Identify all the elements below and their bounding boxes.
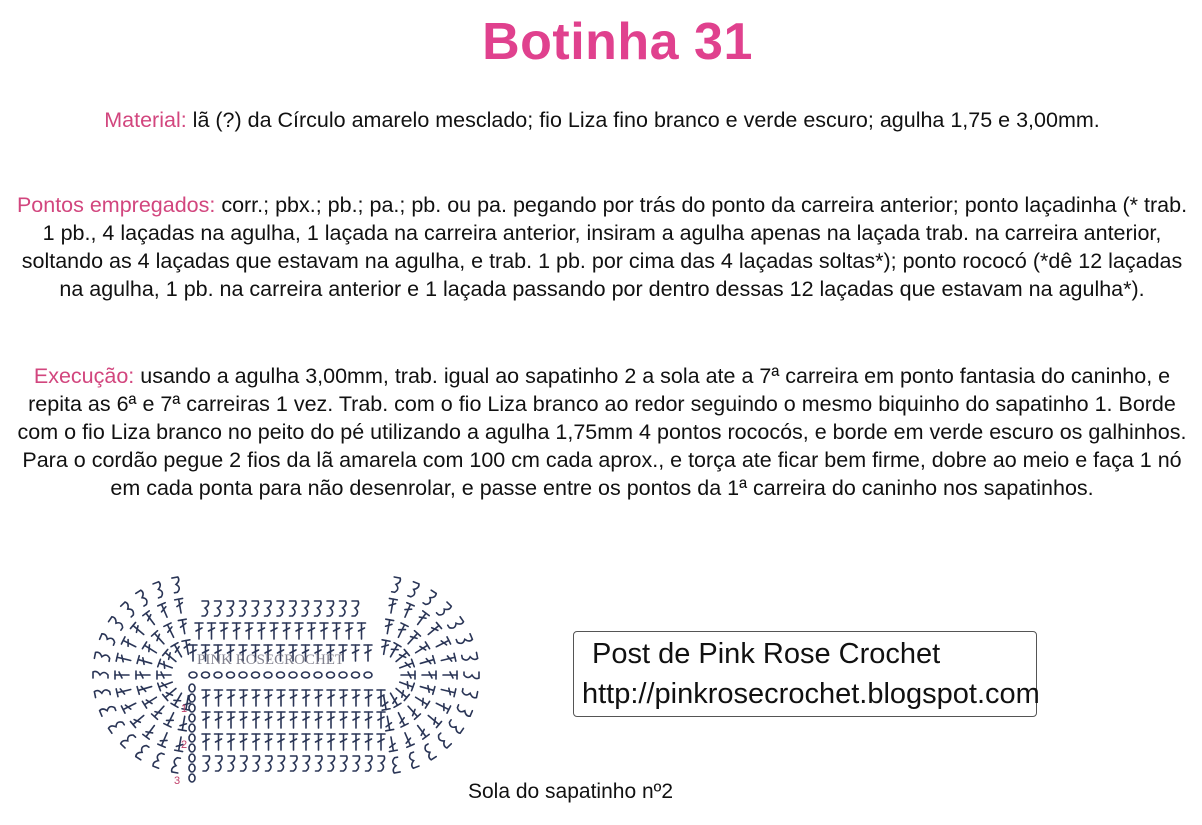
stitch-symbol: [302, 690, 310, 706]
chain-stitch: [277, 672, 285, 678]
stitch-symbol: [394, 649, 410, 664]
stitch-symbol: [178, 716, 188, 731]
stitch-symbol: [414, 723, 429, 739]
stitch-symbol: [295, 623, 303, 639]
stitch-symbol: [303, 756, 310, 771]
stitch-symbol: [252, 712, 260, 728]
stitch-symbol: [202, 690, 210, 706]
stitch-symbol: [340, 690, 348, 706]
stitch-symbol: [316, 756, 323, 771]
diagram-watermark: PINK ROSECROCHET: [197, 652, 345, 668]
stitch-symbol: [158, 678, 174, 690]
credit-url[interactable]: http://pinkrosecrochet.blogspot.com: [582, 678, 1040, 710]
stitch-symbol: [443, 671, 457, 679]
stitch-symbol: [245, 623, 253, 639]
stitch-symbol: [94, 652, 110, 661]
stitch-symbol: [391, 757, 400, 773]
stitch-symbol: [423, 590, 437, 606]
stitch-symbol: [315, 601, 322, 616]
stitch-symbol: [277, 734, 285, 750]
stitch-symbol: [136, 671, 150, 679]
stitches-text: corr.; pbx.; pb.; pa.; pb. ou pa. pegando por trás do ponto da carreira anterior; ponto laçadinha (* trab. 1 pb., 4 laçadas na agulha, 1 laçada na carreira anterior, insiram a agulha apenas na laçada trab. na carreira anterior, soltando as 4 laçadas que estavam na agulha, e trab. 1 pb. por cima das 4 laçadas soltas*); ponto rococó (*dê 12 laçadas na agulha, 1 pb. na carreira anterior e 1 laçada passando por dentro dessas 12 laçadas que estavam na agulha*).: [21, 193, 1188, 301]
row-number-2: 2: [181, 739, 188, 751]
stitch-symbol: [413, 642, 429, 656]
stitch-symbol: [228, 756, 235, 771]
stitch-symbol: [189, 645, 197, 661]
stitch-symbol: [302, 734, 310, 750]
stitch-symbol: [136, 590, 150, 606]
stitch-symbol: [380, 640, 390, 655]
credit-box: [573, 631, 1040, 717]
stitch-symbol: [462, 652, 478, 661]
stitch-symbol: [422, 671, 436, 679]
stitch-symbol: [130, 622, 146, 637]
stitch-symbol: [419, 656, 435, 668]
stitch-symbol: [392, 577, 401, 593]
stitch-symbol: [265, 712, 273, 728]
stitch-symbol: [405, 631, 420, 647]
stitch-symbol: [153, 752, 165, 768]
stitch-symbol: [328, 756, 335, 771]
stitch-symbol: [456, 634, 472, 646]
stitch-symbol: [121, 602, 136, 617]
stitch-symbol: [164, 623, 177, 639]
stitch-symbol: [352, 690, 360, 706]
stitch-symbol: [395, 711, 408, 727]
stitch-symbol: [227, 734, 235, 750]
stitch-symbol: [270, 623, 278, 639]
chain-stitch: [189, 744, 195, 752]
stitch-symbol: [426, 622, 442, 637]
chain-stitch: [302, 672, 310, 678]
stitch-symbol: [172, 577, 181, 593]
stitch-symbol: [401, 731, 414, 747]
stitch-symbol: [100, 633, 116, 645]
chain-stitch: [227, 672, 235, 678]
stitch-symbol: [426, 712, 442, 727]
stitch-symbol: [290, 712, 298, 728]
stitch-symbol: [352, 712, 360, 728]
stitch-symbol: [302, 601, 309, 616]
material-label: Material:: [104, 108, 187, 132]
chain-stitch: [202, 672, 210, 678]
stitch-symbol: [462, 689, 478, 698]
stitch-symbol: [208, 623, 216, 639]
chain-stitch: [239, 672, 247, 678]
stitch-symbol: [378, 756, 385, 771]
stitch-symbol: [215, 690, 223, 706]
stitch-symbol: [158, 731, 171, 747]
stitch-symbol: [327, 601, 334, 616]
stitch-symbol: [266, 756, 273, 771]
stitch-symbol: [464, 672, 479, 679]
chain-stitch: [189, 714, 195, 722]
stitch-symbol: [143, 611, 158, 627]
stitch-symbol: [345, 623, 353, 639]
stitch-symbol: [291, 756, 298, 771]
chain-stitch: [364, 672, 372, 678]
stitch-symbol: [435, 637, 451, 650]
chain-stitch: [189, 694, 195, 702]
stitch-symbol: [240, 601, 247, 616]
stitch-symbol: [366, 756, 373, 771]
stitches-label: Pontos empregados:: [16, 193, 216, 217]
stitch-symbol: [94, 688, 110, 697]
stitch-symbol: [240, 690, 248, 706]
stitch-symbol: [202, 734, 210, 750]
stitch-symbol: [387, 598, 397, 613]
stitch-symbol: [440, 686, 455, 697]
chain-stitch: [189, 672, 197, 678]
stitch-symbol: [395, 623, 408, 639]
chain-stitch: [189, 734, 195, 742]
stitch-symbol: [341, 756, 348, 771]
chain-stitch: [352, 672, 360, 678]
stitch-symbol: [290, 690, 298, 706]
stitch-symbol: [163, 685, 179, 700]
stitch-symbol: [175, 598, 185, 613]
stitch-symbol: [143, 723, 158, 739]
stitch-symbol: [277, 712, 285, 728]
stitch-symbol: [435, 700, 451, 713]
row-number-3: 3: [174, 775, 181, 787]
stitch-symbol: [353, 756, 360, 771]
stitch-symbol: [108, 719, 124, 733]
stitch-symbol: [109, 616, 125, 630]
stitch-symbol: [340, 734, 348, 750]
stitch-symbol: [364, 645, 372, 661]
stitch-symbol: [365, 712, 373, 728]
stitch-symbol: [252, 601, 259, 616]
stitch-symbol: [164, 711, 177, 727]
chain-stitch: [252, 672, 260, 678]
stitch-symbol: [302, 712, 310, 728]
stitch-symbol: [142, 642, 158, 656]
stitch-symbol: [121, 700, 137, 713]
stitch-symbol: [327, 734, 335, 750]
stitch-symbol: [215, 712, 223, 728]
crochet-sole-diagram: [80, 548, 500, 800]
stitch-symbol: [258, 623, 266, 639]
stitch-symbol: [333, 623, 341, 639]
stitch-symbol: [340, 601, 347, 616]
row-number-1: 1: [181, 703, 188, 715]
stitch-symbol: [158, 603, 171, 619]
stitch-symbol: [115, 671, 129, 679]
stitch-symbol: [121, 637, 137, 650]
stitch-symbol: [241, 756, 248, 771]
stitch-symbol: [387, 691, 401, 707]
stitch-symbol: [456, 705, 472, 717]
credit-title: Post de Pink Rose Crochet: [592, 638, 941, 670]
stitch-symbol: [365, 734, 373, 750]
stitch-symbol: [240, 712, 248, 728]
chain-stitch: [189, 684, 195, 692]
chain-stitch: [314, 672, 322, 678]
chain-stitch: [214, 672, 222, 678]
stitch-symbol: [171, 757, 180, 773]
material-text: lã (?) da Círculo amarelo mesclado; fio Liza fino branco e verde escuro; agulha 1,75 e 3,00mm.: [186, 108, 1100, 132]
stitch-symbol: [398, 678, 414, 690]
stitch-symbol: [215, 734, 223, 750]
stitch-symbol: [265, 601, 272, 616]
diagram-caption: Sola do sapatinho nº2: [468, 780, 673, 803]
stitch-symbol: [401, 671, 415, 679]
stitch-symbol: [440, 653, 455, 664]
stitch-symbol: [320, 623, 328, 639]
stitch-symbol: [202, 601, 209, 616]
stitch-symbol: [352, 601, 359, 616]
stitch-symbol: [203, 756, 210, 771]
stitch-symbol: [408, 582, 420, 598]
stitch-symbol: [99, 704, 115, 716]
stitch-symbol: [327, 690, 335, 706]
stitch-symbol: [153, 582, 165, 598]
stitch-symbol: [365, 690, 373, 706]
stitch-symbol: [414, 611, 429, 627]
stitch-symbol: [401, 603, 414, 619]
stitch-symbol: [448, 617, 464, 631]
chain-stitch: [327, 672, 335, 678]
stitch-symbol: [220, 623, 228, 639]
stitch-symbol: [436, 733, 451, 748]
stitch-symbol: [158, 659, 174, 671]
stitch-symbol: [315, 690, 323, 706]
stitch-symbol: [352, 645, 360, 661]
stitch-symbol: [383, 716, 393, 731]
stitch-symbol: [405, 704, 420, 720]
stitch-symbol: [93, 671, 108, 678]
stitch-symbol: [233, 623, 241, 639]
stitch-symbol: [252, 690, 260, 706]
stitch-symbol: [383, 619, 393, 634]
stitch-symbol: [227, 690, 235, 706]
stitch-symbol: [377, 734, 385, 750]
stitch-symbol: [423, 744, 437, 760]
stitch-symbol: [152, 631, 167, 647]
stitch-symbol: [265, 734, 273, 750]
execution-text: usando a agulha 3,00mm, trab. igual ao sapatinho 2 a sola ate a 7ª carreira em ponto fantasia do caninho, e repita as 6ª e 7ª carreiras 1 vez. Trab. com o fio Liza branco ao redor seguindo o mesmo biquinho do sapatinho 1. Borde com o fio Liza branco no peito do pé utilizando a agulha 1,75mm 4 pontos rococós, e borde em verde escuro os galhinhos. Para o cordão pegue 2 fios da lã amarela com 100 cm cada aprox., e torça ate ficar bem firme, dobre ao meio e faça 1 nó em cada ponta para não desenrolar, e passe entre os pontos da 1ª carreira do caninho nos sapatinhos.: [17, 364, 1187, 500]
stitch-symbol: [215, 601, 222, 616]
stitches-paragraph: [8, 191, 1196, 303]
stitch-symbol: [227, 712, 235, 728]
stitch-symbol: [171, 643, 185, 659]
stitch-symbol: [195, 623, 203, 639]
stitch-symbol: [120, 733, 135, 748]
stitch-symbol: [142, 694, 158, 708]
stitch-symbol: [240, 734, 248, 750]
stitch-symbol: [290, 601, 297, 616]
stitch-symbol: [178, 619, 188, 634]
chain-stitch: [189, 764, 195, 772]
stitch-symbol: [315, 712, 323, 728]
stitch-symbol: [277, 601, 284, 616]
stitch-symbol: [407, 752, 419, 768]
stitch-symbol: [358, 623, 366, 639]
stitch-symbol: [216, 756, 223, 771]
stitch-symbol: [152, 704, 167, 720]
stitch-symbol: [340, 712, 348, 728]
stitch-symbol: [437, 602, 452, 617]
stitch-symbol: [283, 623, 291, 639]
stitch-symbol: [277, 690, 285, 706]
stitch-symbol: [315, 734, 323, 750]
stitch-symbol: [352, 734, 360, 750]
stitch-symbol: [398, 659, 414, 671]
chain-stitch: [189, 774, 195, 782]
stitch-symbol: [265, 690, 273, 706]
stitch-symbol: [116, 653, 131, 664]
page-title: Botinha 31: [482, 13, 753, 71]
stitch-symbol: [252, 734, 260, 750]
stitch-symbol: [327, 712, 335, 728]
stitch-symbol: [137, 656, 153, 668]
stitch-symbol: [137, 683, 153, 695]
stitch-symbol: [130, 712, 146, 727]
chain-stitch: [189, 754, 195, 762]
stitch-symbol: [157, 671, 171, 679]
stitch-symbol: [413, 694, 429, 708]
stitch-symbol: [278, 756, 285, 771]
stitch-symbol: [387, 736, 397, 751]
stitch-symbol: [447, 720, 463, 734]
chain-stitch: [289, 672, 297, 678]
stitch-symbol: [135, 744, 149, 760]
execution-paragraph: [8, 362, 1196, 502]
chain-stitch: [189, 724, 195, 732]
stitch-symbol: [202, 712, 210, 728]
material-paragraph: [8, 106, 1196, 134]
stitch-symbol: [253, 756, 260, 771]
stitch-symbol: [290, 734, 298, 750]
chain-stitch: [339, 672, 347, 678]
chain-stitch: [264, 672, 272, 678]
stitch-symbol: [116, 686, 131, 697]
stitch-symbol: [227, 601, 234, 616]
stitch-symbol: [377, 712, 385, 728]
stitch-symbol: [419, 683, 435, 695]
stitch-symbol: [308, 623, 316, 639]
execution-label: Execução:: [33, 364, 135, 388]
